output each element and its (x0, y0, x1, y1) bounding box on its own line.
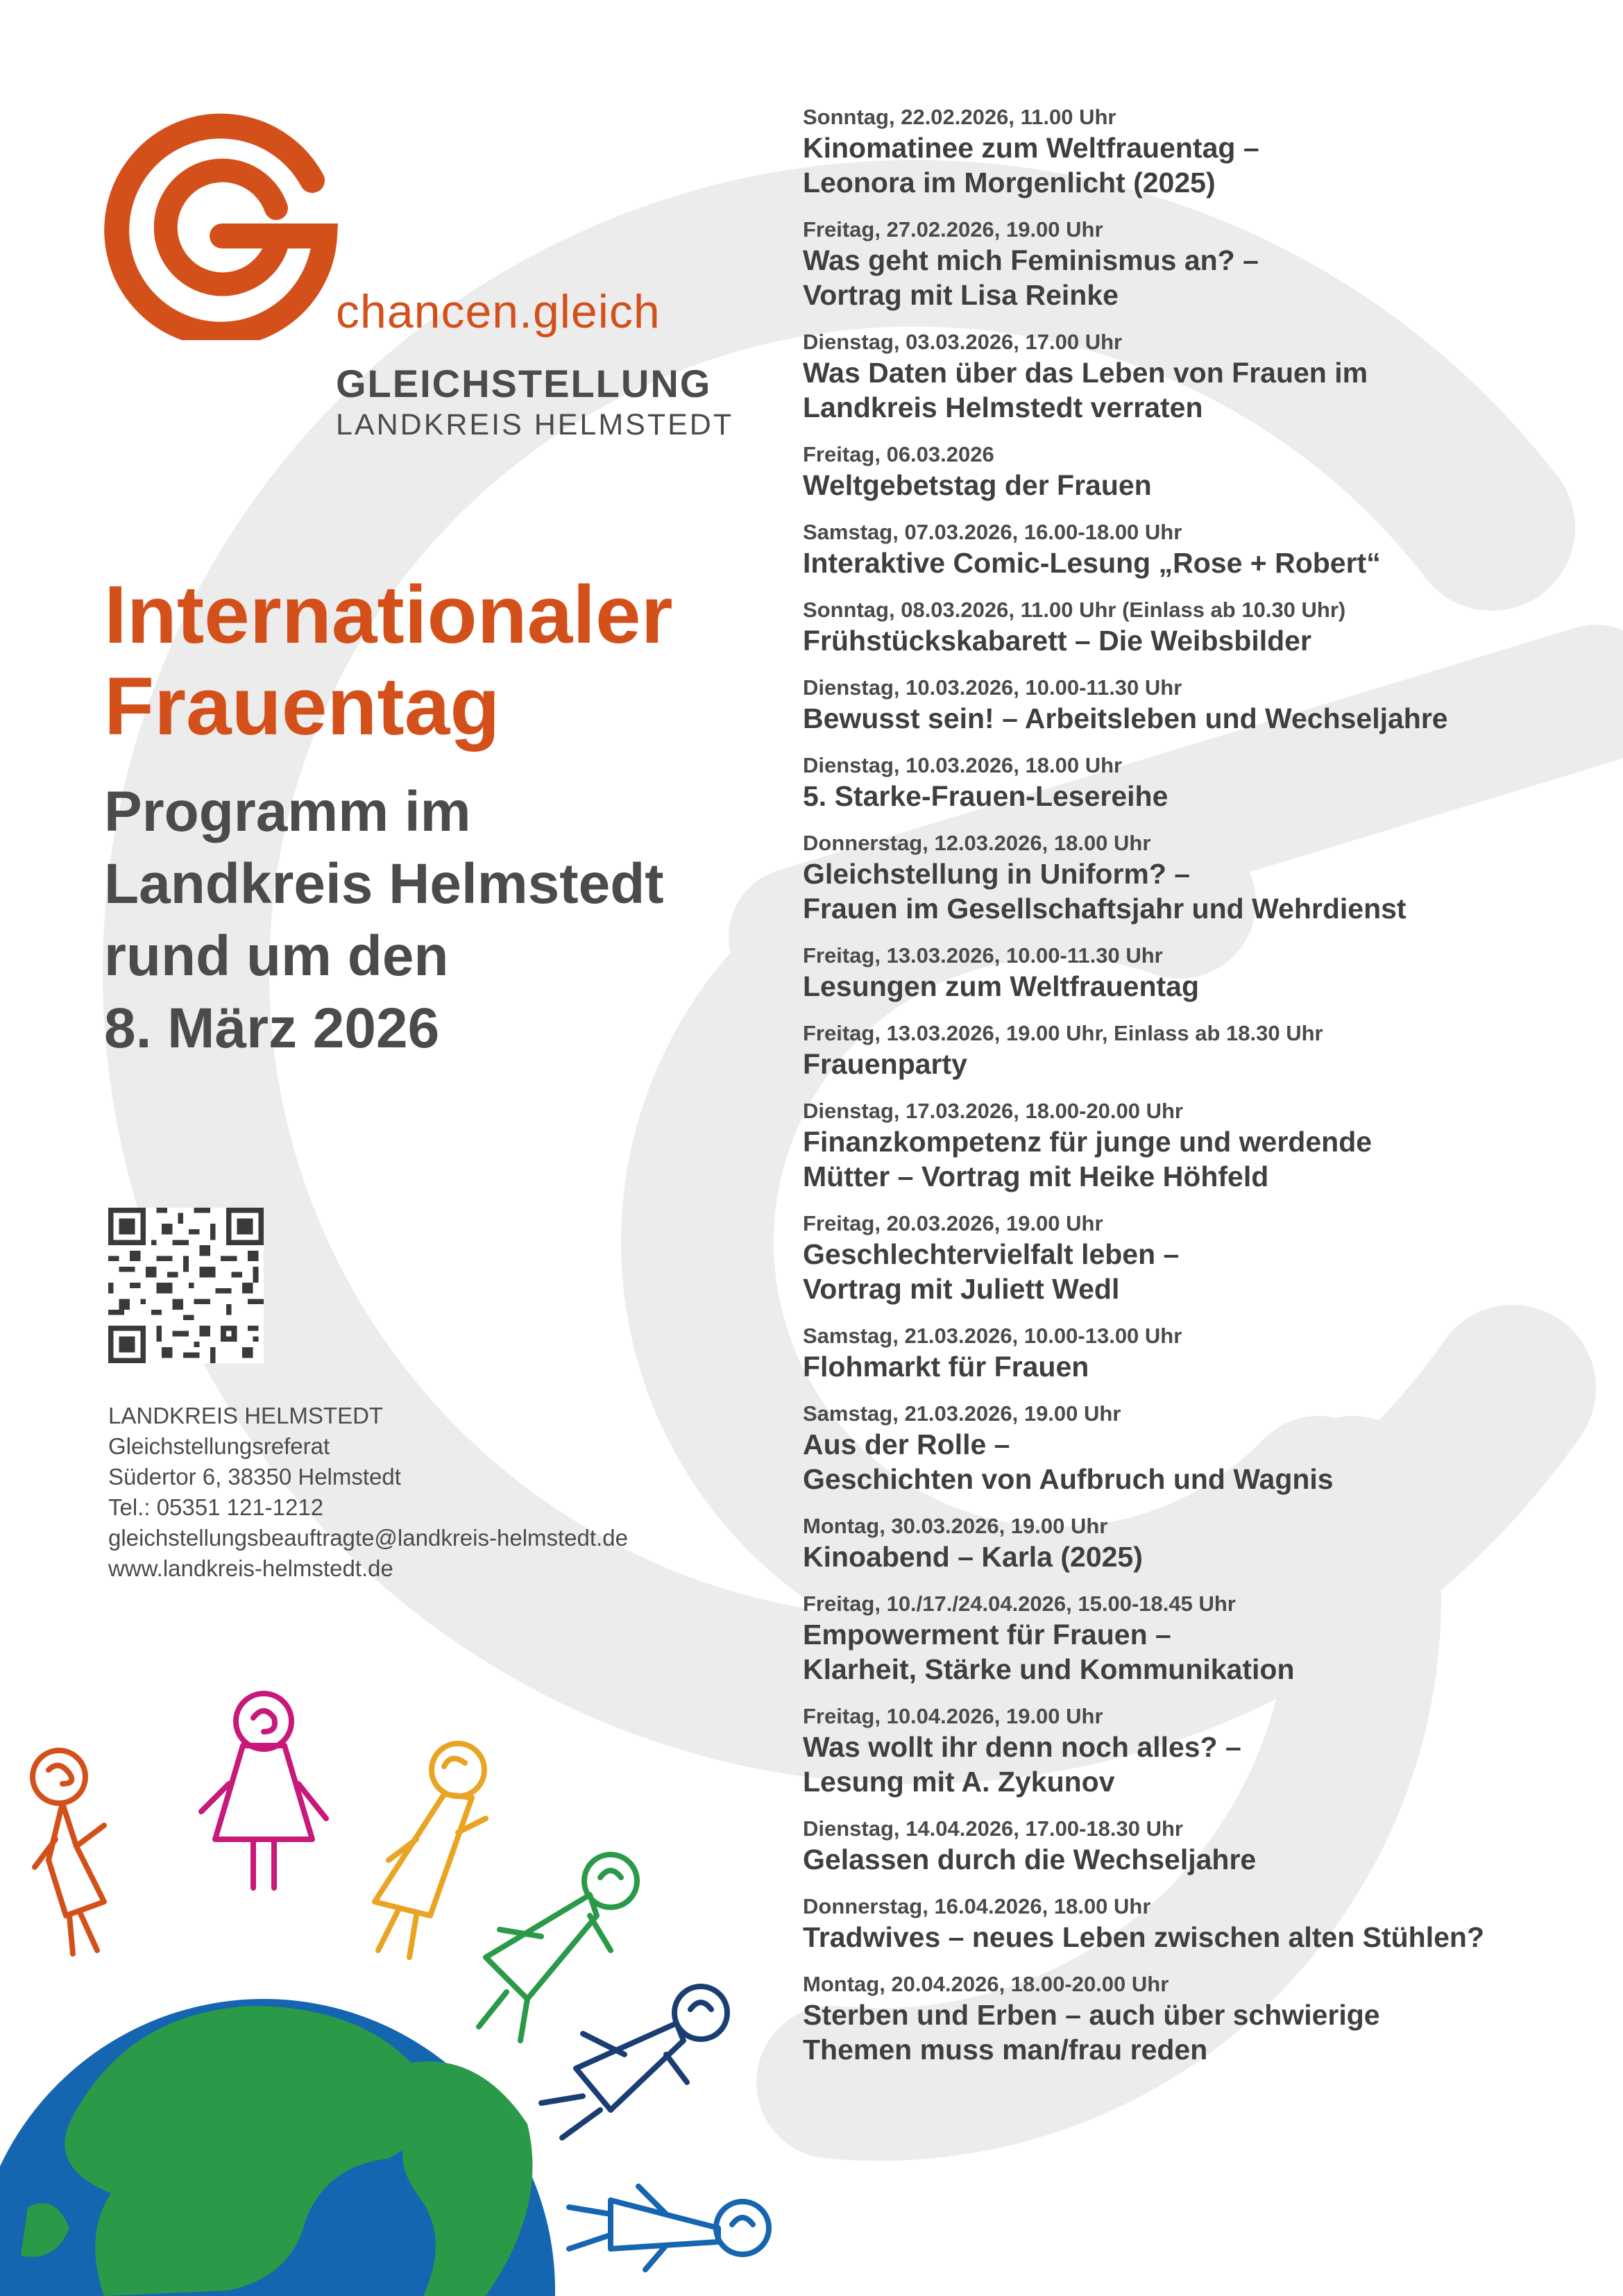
event-item (803, 519, 1594, 580)
event-title-line: Kinomatinee zum Weltfrauentag – (803, 132, 1259, 164)
event-title-line: Geschichten von Aufbruch und Wagnis (803, 1463, 1334, 1495)
globe-icon (0, 1999, 555, 2296)
event-item (803, 1323, 1594, 1384)
event-title-line: Gleichstellung in Uniform? – (803, 858, 1191, 890)
event-date: Freitag, 13.03.2026, 19.00 Uhr, Einlass ab 18.30 Uhr (803, 1021, 1323, 1045)
figure-navy-icon (541, 1986, 727, 2138)
globe-women-illustration (0, 1680, 791, 2296)
event-title-line: 5. Starke-Frauen-Lesereihe (803, 780, 1169, 812)
event-date: Freitag, 13.03.2026, 10.00-11.30 Uhr (803, 943, 1163, 968)
event-date: Dienstag, 03.03.2026, 17.00 Uhr (803, 330, 1123, 354)
event-date: Freitag, 10.04.2026, 19.00 Uhr (803, 1704, 1103, 1728)
page-subtitle (104, 776, 729, 1065)
event-title-line: Gelassen durch die Wechseljahre (803, 1843, 1257, 1875)
event-date: Montag, 20.04.2026, 18.00-20.00 Uhr (803, 1972, 1169, 1996)
event-title-line: Was wollt ihr denn noch alles? – (803, 1731, 1241, 1763)
event-item (803, 1098, 1594, 1194)
event-item (803, 675, 1594, 736)
figure-magenta-icon (201, 1694, 326, 1888)
event-list (803, 104, 1594, 2084)
event-date: Samstag, 21.03.2026, 10.00-13.00 Uhr (803, 1324, 1182, 1348)
event-title (803, 1539, 1594, 1574)
event-date: Dienstag, 14.04.2026, 17.00-18.30 Uhr (803, 1816, 1183, 1841)
chancen-gleich-logo-icon (104, 104, 340, 340)
event-title (803, 130, 1594, 200)
event-title-line: Interaktive Comic-Lesung „Rose + Robert“ (803, 547, 1381, 579)
event-title-line: Was geht mich Feminismus an? – (803, 244, 1259, 276)
event-title-line: Themen muss man/frau reden (803, 2034, 1208, 2066)
event-title-line: Landkreis Helmstedt verraten (803, 391, 1203, 423)
event-item (803, 217, 1594, 312)
event-item (803, 1971, 1594, 2067)
event-title-line: Lesung mit A. Zykunov (803, 1766, 1115, 1798)
event-date: Freitag, 27.02.2026, 19.00 Uhr (803, 217, 1103, 242)
event-title (803, 1842, 1594, 1877)
event-date: Freitag, 06.03.2026 (803, 442, 994, 466)
figure-yellow-icon (375, 1744, 486, 1957)
event-title-line: Frauen im Gesellschaftsjahr und Wehrdienst (803, 893, 1407, 925)
event-title-line: Frühstückskabarett – Die Weibsbilder (803, 625, 1311, 657)
contact-web-link[interactable]: www.landkreis-helmstedt.de (108, 1555, 393, 1581)
event-title (803, 779, 1594, 813)
event-title-line: Mütter – Vortrag mit Heike Höhfeld (803, 1160, 1269, 1192)
event-item (803, 1401, 1594, 1496)
event-title-line: Tradwives – neues Leben zwischen alten Stühlen? (803, 1921, 1484, 1953)
event-title-line: Bewusst sein! – Arbeitsleben und Wechseljahre (803, 702, 1448, 734)
figure-orange-icon (33, 1750, 104, 1954)
event-date: Freitag, 10./17./24.04.2026, 15.00-18.45 Uhr (803, 1592, 1236, 1616)
event-date: Dienstag, 10.03.2026, 10.00-11.30 Uhr (803, 675, 1182, 700)
event-title-line: Lesungen zum Weltfrauentag (803, 970, 1200, 1002)
page-title (104, 569, 729, 752)
event-title (803, 1730, 1594, 1799)
event-title-line: Aus der Rolle – (803, 1428, 1010, 1460)
contact-street: Südertor 6, 38350 Helmstedt (108, 1464, 401, 1489)
region-name: LANDKREIS HELMSTEDT (336, 408, 734, 441)
title-line: Internationaler (104, 569, 673, 661)
event-date: Dienstag, 17.03.2026, 18.00-20.00 Uhr (803, 1099, 1183, 1123)
event-title-line: Geschlechtervielfalt leben – (803, 1238, 1180, 1270)
event-date: Donnerstag, 16.04.2026, 18.00 Uhr (803, 1894, 1151, 1918)
event-title-line: Flohmarkt für Frauen (803, 1351, 1089, 1383)
event-title (803, 1998, 1594, 2067)
event-title (803, 243, 1594, 312)
event-title (803, 1237, 1594, 1306)
event-title (803, 701, 1594, 736)
event-item (803, 1591, 1594, 1687)
event-title (803, 1617, 1594, 1687)
event-title-line: Vortrag mit Lisa Reinke (803, 279, 1119, 311)
event-title-line: Was Daten über das Leben von Frauen im (803, 357, 1368, 389)
event-title-line: Sterben und Erben – auch über schwierige (803, 1999, 1380, 2031)
event-date: Samstag, 21.03.2026, 19.00 Uhr (803, 1401, 1121, 1426)
qr-code-icon[interactable] (108, 1208, 264, 1363)
event-date: Freitag, 20.03.2026, 19.00 Uhr (803, 1211, 1103, 1235)
event-title-line: Klarheit, Stärke und Kommunikation (803, 1653, 1295, 1685)
event-item (803, 830, 1594, 926)
figure-blue-icon (569, 2186, 769, 2270)
event-title (803, 1920, 1594, 1955)
contact-org: LANDKREIS HELMSTEDT (108, 1403, 384, 1428)
contact-email-link[interactable]: gleichstellungsbeauftragte@landkreis-helmstedt.de (108, 1525, 628, 1551)
event-date: Dienstag, 10.03.2026, 18.00 Uhr (803, 753, 1123, 777)
event-title (803, 546, 1594, 580)
event-title (803, 1349, 1594, 1384)
event-title-line: Vortrag mit Juliett Wedl (803, 1273, 1120, 1305)
event-title-line: Finanzkompetenz für junge und werdende (803, 1126, 1373, 1158)
event-title (803, 856, 1594, 926)
event-date: Sonntag, 22.02.2026, 11.00 Uhr (803, 105, 1116, 129)
event-title (803, 969, 1594, 1004)
event-title-line: Empowerment für Frauen – (803, 1619, 1171, 1651)
event-title (803, 355, 1594, 425)
event-date: Montag, 30.03.2026, 19.00 Uhr (803, 1514, 1108, 1538)
event-item (803, 104, 1594, 200)
brand-name: chancen.gleich (336, 285, 661, 338)
event-item (803, 597, 1594, 658)
event-title (803, 623, 1594, 658)
contact-block (108, 1401, 628, 1584)
event-title (803, 1124, 1594, 1194)
subtitle-line: 8. März 2026 (104, 997, 440, 1060)
event-title (803, 468, 1594, 503)
event-item (803, 1816, 1594, 1877)
event-item (803, 943, 1594, 1004)
event-title (803, 1047, 1594, 1081)
event-title-line: Weltgebetstag der Frauen (803, 469, 1152, 501)
event-item (803, 1703, 1594, 1799)
figure-green-icon (479, 1855, 637, 2041)
event-date: Donnerstag, 12.03.2026, 18.00 Uhr (803, 831, 1151, 855)
department-name: GLEICHSTELLUNG (336, 362, 712, 405)
event-title-line: Frauenparty (803, 1048, 967, 1080)
event-item (803, 1210, 1594, 1306)
event-title-line: Kinoabend – Karla (2025) (803, 1541, 1143, 1573)
contact-office: Gleichstellungsreferat (108, 1433, 330, 1459)
event-date: Sonntag, 08.03.2026, 11.00 Uhr (Einlass ab 10.30 Uhr) (803, 598, 1346, 622)
event-item (803, 1020, 1594, 1081)
event-title (803, 1427, 1594, 1496)
event-item (803, 329, 1594, 425)
event-item (803, 441, 1594, 503)
event-item (803, 752, 1594, 813)
event-date: Samstag, 07.03.2026, 16.00-18.00 Uhr (803, 520, 1182, 544)
title-line: Frauentag (104, 661, 500, 752)
event-title-line: Leonora im Morgenlicht (2025) (803, 167, 1216, 199)
subtitle-line: rund um den (104, 925, 449, 988)
subtitle-line: Landkreis Helmstedt (104, 852, 664, 915)
subtitle-line: Programm im (104, 780, 471, 843)
event-item (803, 1513, 1594, 1574)
event-item (803, 1893, 1594, 1955)
contact-phone[interactable]: Tel.: 05351 121-1212 (108, 1494, 324, 1520)
